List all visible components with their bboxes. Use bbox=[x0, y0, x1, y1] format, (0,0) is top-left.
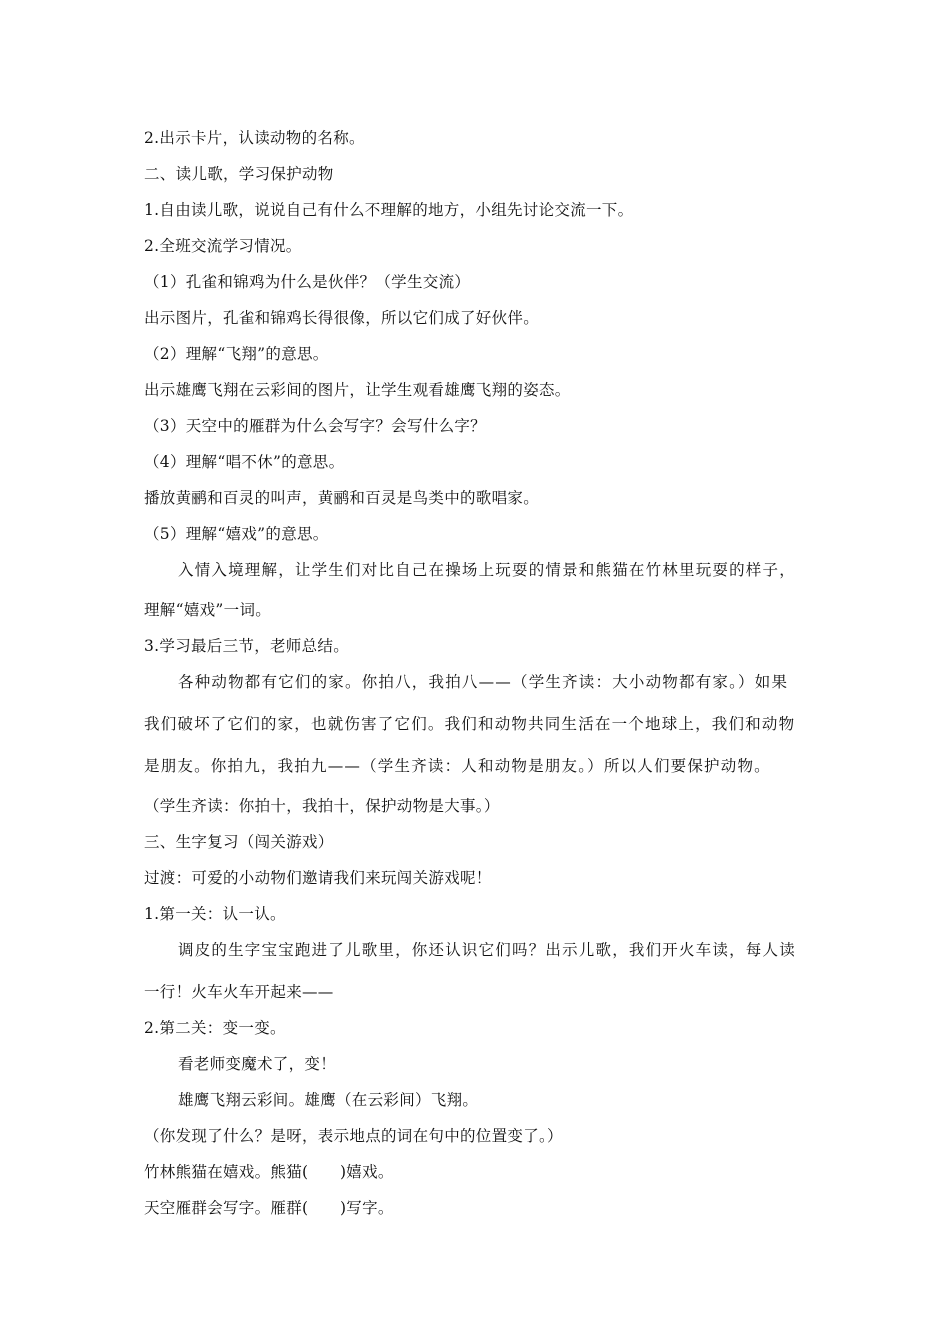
text-line: 一行！火车火车开起来—— bbox=[144, 983, 334, 1001]
text-line: 竹林熊猫在嬉戏。熊猫( )嬉戏。 bbox=[144, 1163, 394, 1181]
text-line: 是朋友。你拍九，我拍九——（学生齐读：人和动物是朋友。）所以人们要保护动物。 bbox=[144, 757, 771, 775]
text-line: 出示图片，孔雀和锦鸡长得很像，所以它们成了好伙伴。 bbox=[144, 309, 540, 327]
text-line: 1.自由读儿歌，说说自己有什么不理解的地方，小组先讨论交流一下。 bbox=[144, 201, 634, 219]
text-line: 理解“嬉戏”一词。 bbox=[144, 601, 272, 619]
section-heading: 三、生字复习（闯关游戏） bbox=[144, 833, 334, 851]
section-heading: 二、读儿歌，学习保护动物 bbox=[144, 165, 334, 183]
text-line: （1）孔雀和锦鸡为什么是伙伴？（学生交流） bbox=[144, 273, 471, 291]
text-line: （5）理解“嬉戏”的意思。 bbox=[144, 525, 329, 543]
text-line: 雄鹰飞翔云彩间。雄鹰（在云彩间）飞翔。 bbox=[178, 1091, 479, 1109]
text-line: 3.学习最后三节，老师总结。 bbox=[144, 637, 349, 655]
text-line: （2）理解“飞翔”的意思。 bbox=[144, 345, 329, 363]
text-line: 播放黄鹂和百灵的叫声，黄鹂和百灵是鸟类中的歌唱家。 bbox=[144, 489, 540, 507]
text-line: 天空雁群会写字。雁群( )写字。 bbox=[144, 1199, 394, 1217]
text-line: 2.第二关：变一变。 bbox=[144, 1019, 286, 1037]
text-line: 2.全班交流学习情况。 bbox=[144, 237, 302, 255]
text-line: （学生齐读：你拍十，我拍十，保护动物是大事。） bbox=[144, 797, 500, 815]
text-line: （你发现了什么？是呀，表示地点的词在句中的位置变了。） bbox=[144, 1127, 563, 1145]
text-line: 过渡：可爱的小动物们邀请我们来玩闯关游戏呢！ bbox=[144, 869, 492, 887]
text-line: 看老师变魔术了，变！ bbox=[178, 1055, 337, 1073]
text-line: 入情入境理解，让学生们对比自己在操场上玩耍的情景和熊猫在竹林里玩耍的样子， bbox=[178, 561, 796, 579]
text-line: 调皮的生字宝宝跑进了儿歌里，你还认识它们吗？出示儿歌，我们开火车读，每人读 bbox=[178, 941, 796, 959]
text-line: （3）天空中的雁群为什么会写字？会写什么字？ bbox=[144, 417, 486, 435]
text-line: （4）理解“唱不休”的意思。 bbox=[144, 453, 345, 471]
text-line: 各种动物都有它们的家。你拍八，我拍八——（学生齐读：大小动物都有家。）如果 bbox=[178, 673, 789, 691]
text-line: 1.第一关：认一认。 bbox=[144, 905, 286, 923]
text-line: 我们破坏了它们的家，也就伤害了它们。我们和动物共同生活在一个地球上，我们和动物 bbox=[144, 715, 796, 733]
text-line: 2.出示卡片，认读动物的名称。 bbox=[144, 129, 365, 147]
text-line: 出示雄鹰飞翔在云彩间的图片，让学生观看雄鹰飞翔的姿态。 bbox=[144, 381, 571, 399]
